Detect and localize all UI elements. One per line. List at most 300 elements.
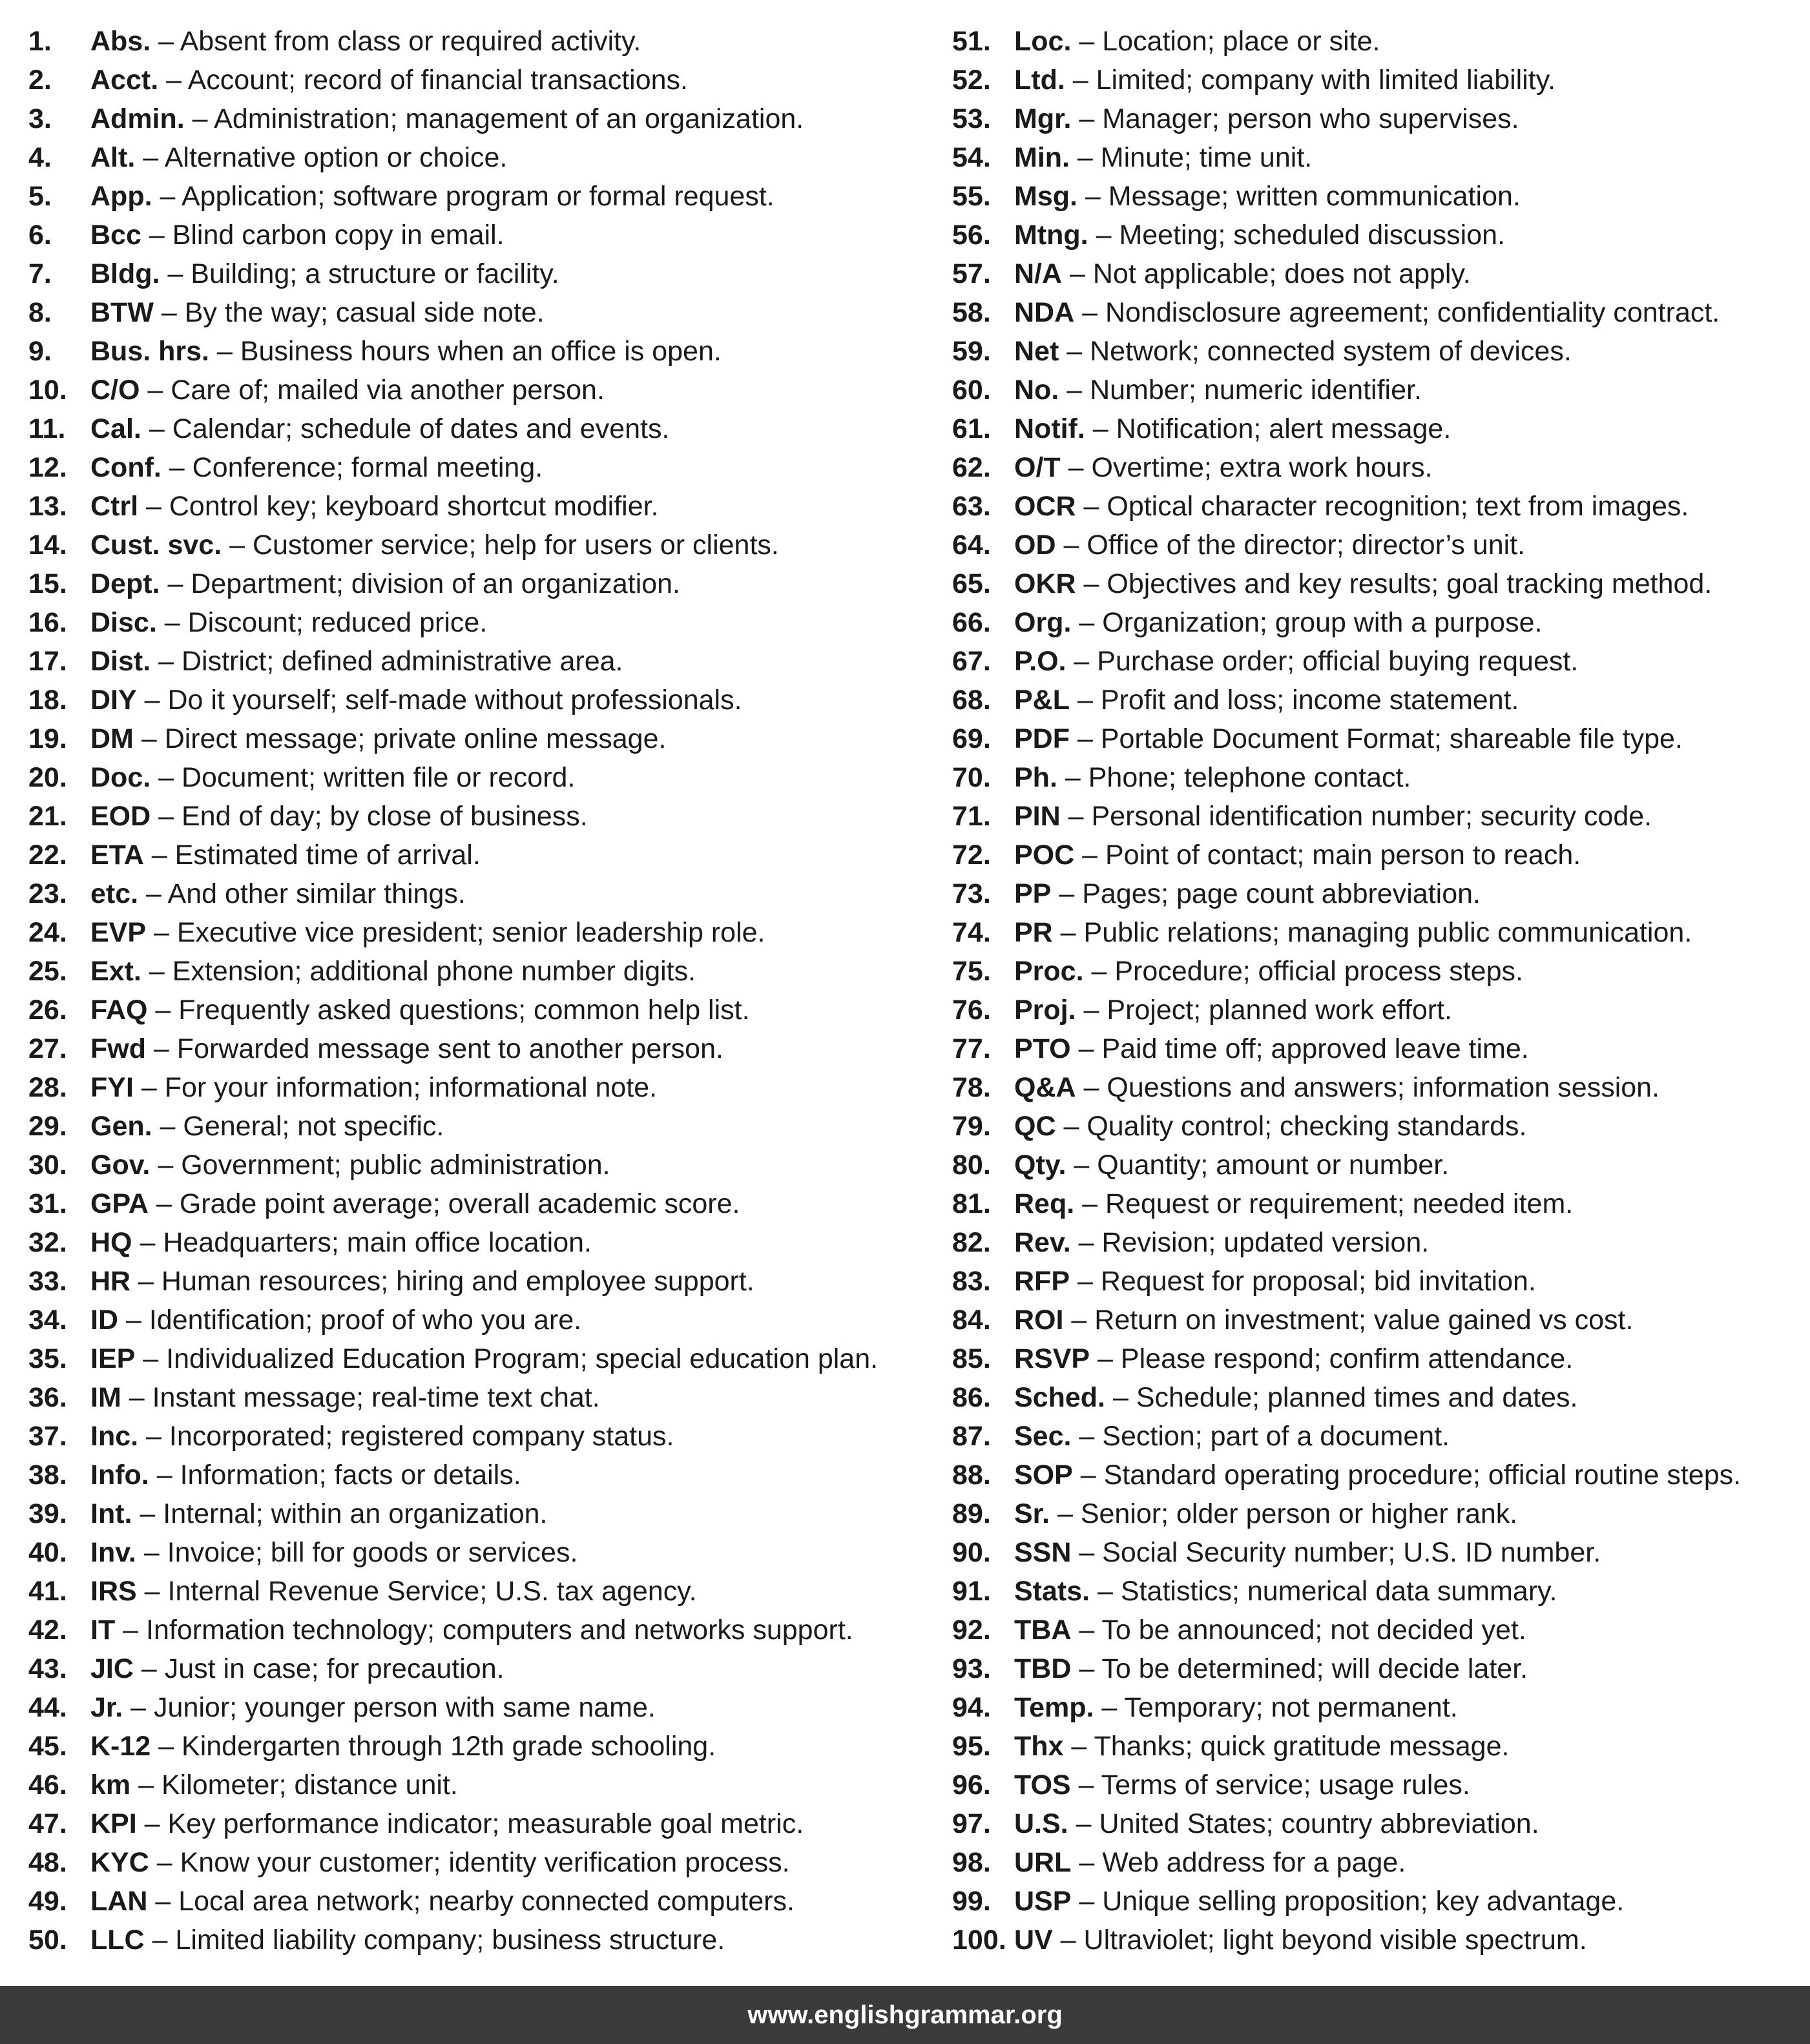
- item-number: 2.: [28, 65, 52, 96]
- dash-separator: –: [1060, 801, 1092, 832]
- abbreviation: Cust. svc.: [90, 530, 222, 561]
- definition: To be determined; will decide later.: [1101, 1653, 1528, 1684]
- abbreviation: No.: [1014, 375, 1059, 406]
- dash-separator: –: [147, 1886, 179, 1917]
- list-item: [952, 332, 1798, 371]
- dash-separator: –: [1050, 1498, 1081, 1529]
- item-number: 52.: [952, 65, 991, 96]
- dash-separator: –: [1070, 723, 1101, 754]
- dash-separator: –: [156, 607, 188, 638]
- item-number: 28.: [28, 1072, 67, 1103]
- definition: Conference; formal meeting.: [192, 452, 543, 483]
- definition: Purchase order; official buying request.: [1097, 646, 1579, 677]
- list-item: [28, 681, 933, 719]
- item-number: 50.: [28, 1925, 67, 1956]
- item-number: 22.: [28, 840, 67, 871]
- abbreviation: POC: [1014, 840, 1075, 871]
- dash-separator: –: [133, 1653, 165, 1684]
- list-item: [28, 526, 933, 564]
- definition: Personal identification number; security code.: [1091, 801, 1652, 832]
- definition: Standard operating procedure; official routine steps.: [1103, 1460, 1742, 1491]
- abbreviation: Notif.: [1014, 413, 1085, 444]
- abbreviation: Org.: [1014, 607, 1072, 638]
- dash-separator: –: [136, 1576, 168, 1607]
- item-number: 23.: [28, 878, 67, 909]
- definition: Key performance indicator; measurable goal metric.: [167, 1808, 804, 1839]
- list-item: [28, 1107, 933, 1146]
- list-item: [952, 1262, 1798, 1301]
- item-number: 1.: [28, 26, 52, 57]
- abbreviation: KPI: [90, 1808, 137, 1839]
- item-number: 26.: [28, 995, 67, 1026]
- definition: Identification; proof of who you are.: [149, 1305, 582, 1336]
- definition: Care of; mailed via another person.: [171, 375, 605, 406]
- definition: Procedure; official process steps.: [1114, 956, 1523, 987]
- abbreviation: Net: [1014, 336, 1059, 367]
- abbreviation: Stats.: [1014, 1576, 1090, 1607]
- definition: Temporary; not permanent.: [1124, 1692, 1458, 1723]
- abbreviation: OKR: [1014, 568, 1076, 599]
- abbreviation: Mgr.: [1014, 103, 1072, 134]
- item-number: 62.: [952, 452, 991, 483]
- dash-separator: –: [1071, 26, 1103, 57]
- dash-separator: –: [1062, 258, 1093, 289]
- dash-separator: –: [1052, 917, 1084, 948]
- dash-separator: –: [144, 1925, 176, 1956]
- definition: Paid time off; approved leave time.: [1101, 1033, 1529, 1064]
- item-number: 42.: [28, 1615, 67, 1646]
- item-number: 68.: [952, 685, 991, 716]
- item-number: 20.: [28, 762, 67, 793]
- right-column: [952, 22, 1798, 1959]
- dash-separator: –: [1071, 1537, 1103, 1568]
- abbreviation: P&L: [1014, 685, 1070, 716]
- list-item: [952, 1921, 1798, 1959]
- definition: Optical character recognition; text from images.: [1107, 491, 1689, 522]
- abbreviation: Alt.: [90, 142, 136, 173]
- dash-separator: –: [149, 1847, 180, 1878]
- dash-separator: –: [115, 1615, 147, 1646]
- abbreviation: TBA: [1014, 1615, 1072, 1646]
- abbreviation: OD: [1014, 530, 1056, 561]
- abbreviation: Rev.: [1014, 1227, 1071, 1258]
- abbreviation: IT: [90, 1615, 116, 1646]
- dash-separator: –: [1076, 1072, 1107, 1103]
- list-item: [952, 99, 1798, 138]
- item-number: 97.: [952, 1808, 991, 1839]
- list-item: [28, 409, 933, 448]
- abbreviation: P.O.: [1014, 646, 1066, 677]
- website-url[interactable]: www.englishgrammar.org: [747, 2001, 1063, 2029]
- dash-separator: –: [132, 1227, 163, 1258]
- list-item: [952, 564, 1798, 603]
- definition: Invoice; bill for goods or services.: [167, 1537, 578, 1568]
- dash-separator: –: [158, 65, 188, 96]
- dash-separator: –: [145, 1033, 177, 1064]
- item-number: 21.: [28, 801, 67, 832]
- abbreviation: OCR: [1014, 491, 1076, 522]
- abbreviation: RFP: [1014, 1266, 1070, 1297]
- definition: Know your customer; identity verification process.: [180, 1847, 790, 1878]
- list-item: [28, 1417, 933, 1456]
- item-number: 29.: [28, 1111, 67, 1142]
- list-item: [952, 177, 1798, 216]
- list-item: [28, 797, 933, 836]
- item-number: 91.: [952, 1576, 991, 1607]
- definition: Portable Document Format; shareable file type.: [1100, 723, 1683, 754]
- item-number: 10.: [28, 375, 67, 406]
- item-number: 70.: [952, 762, 991, 793]
- abbreviation: Ltd.: [1014, 65, 1065, 96]
- list-item: [952, 216, 1798, 254]
- definition: Point of contact; main person to reach.: [1105, 840, 1581, 871]
- dash-separator: –: [1057, 762, 1088, 793]
- list-item: [952, 603, 1798, 642]
- item-number: 86.: [952, 1382, 991, 1413]
- item-number: 39.: [28, 1498, 67, 1529]
- dash-separator: –: [136, 1808, 168, 1839]
- abbreviation: K-12: [90, 1731, 151, 1762]
- abbreviation: BTW: [90, 297, 154, 328]
- abbreviation: Info.: [90, 1460, 149, 1491]
- list-item: [952, 1339, 1798, 1378]
- list-item: [28, 177, 933, 216]
- dash-separator: –: [1074, 840, 1105, 871]
- footer-bar: [0, 1986, 1810, 2044]
- item-number: 80.: [952, 1150, 991, 1181]
- list-item: [28, 758, 933, 797]
- item-number: 43.: [28, 1653, 67, 1684]
- dash-separator: –: [151, 801, 182, 832]
- list-item: [28, 1494, 933, 1533]
- definition: Social Security number; U.S. ID number.: [1102, 1537, 1601, 1568]
- list-item: [952, 448, 1798, 487]
- list-item: [28, 332, 933, 371]
- dash-separator: –: [1068, 1808, 1099, 1839]
- list-item: [28, 1882, 933, 1921]
- list-item: [952, 1649, 1798, 1688]
- abbreviation: Qty.: [1014, 1150, 1066, 1181]
- list-item: [28, 1223, 933, 1262]
- item-number: 85.: [952, 1343, 991, 1374]
- definition: Discount; reduced price.: [187, 607, 488, 638]
- dash-separator: –: [1051, 878, 1083, 909]
- item-number: 89.: [952, 1498, 991, 1529]
- item-number: 40.: [28, 1537, 67, 1568]
- list-item: [952, 61, 1798, 99]
- dash-separator: –: [1088, 220, 1119, 251]
- item-number: 61.: [952, 413, 991, 444]
- item-number: 8.: [28, 297, 52, 328]
- list-item: [952, 1146, 1798, 1184]
- item-number: 72.: [952, 840, 991, 871]
- dash-separator: –: [140, 375, 171, 406]
- item-number: 13.: [28, 491, 67, 522]
- item-number: 94.: [952, 1692, 991, 1723]
- definition: Nondisclosure agreement; confidentiality contract.: [1105, 297, 1720, 328]
- dash-separator: –: [1090, 1343, 1121, 1374]
- abbreviation: C/O: [90, 375, 140, 406]
- dash-separator: –: [135, 1343, 167, 1374]
- list-item: [28, 874, 933, 913]
- abbreviation: IEP: [90, 1343, 136, 1374]
- abbreviation: Dept.: [90, 568, 160, 599]
- abbreviation: Mtng.: [1014, 220, 1088, 251]
- definition: Unique selling proposition; key advantage.: [1102, 1886, 1625, 1917]
- item-number: 66.: [952, 607, 991, 638]
- dash-separator: –: [1063, 1731, 1094, 1762]
- definition: Phone; telephone contact.: [1088, 762, 1411, 793]
- definition: Kindergarten through 12th grade schooling.: [182, 1731, 716, 1762]
- definition: Incorporated; registered company status.: [169, 1421, 674, 1452]
- definition: Schedule; planned times and dates.: [1136, 1382, 1578, 1413]
- abbreviation: FYI: [90, 1072, 134, 1103]
- list-item: [952, 1494, 1798, 1533]
- left-column: [28, 22, 933, 1959]
- list-item: [952, 1456, 1798, 1494]
- dash-separator: –: [1070, 1770, 1101, 1801]
- dash-separator: –: [1059, 336, 1090, 367]
- definition: Individualized Education Program; special education plan.: [166, 1343, 879, 1374]
- list-item: [952, 681, 1798, 719]
- item-number: 83.: [952, 1266, 991, 1297]
- abbreviation: PTO: [1014, 1033, 1071, 1064]
- definition: Ultraviolet; light beyond visible spectrum.: [1083, 1925, 1587, 1956]
- list-item: [28, 991, 933, 1029]
- definition: Information technology; computers and networks support.: [146, 1615, 853, 1646]
- definition: Notification; alert message.: [1116, 413, 1451, 444]
- dash-separator: –: [1071, 607, 1103, 638]
- item-number: 15.: [28, 568, 67, 599]
- list-item: [952, 913, 1798, 952]
- dash-separator: –: [1074, 1188, 1105, 1219]
- list-item: [952, 1029, 1798, 1068]
- list-item: [28, 603, 933, 642]
- dash-separator: –: [138, 491, 169, 522]
- abbreviation: SOP: [1014, 1460, 1073, 1491]
- abbreviation: Gov.: [90, 1150, 151, 1181]
- list-item: [952, 952, 1798, 991]
- dash-separator: –: [1070, 1266, 1101, 1297]
- abbreviation: Q&A: [1014, 1072, 1076, 1103]
- definition: Direct message; private online message.: [164, 723, 667, 754]
- dash-separator: –: [123, 1692, 154, 1723]
- item-number: 6.: [28, 220, 52, 251]
- list-item: [28, 952, 933, 991]
- abbreviation: Bcc: [90, 220, 141, 251]
- list-item: [952, 254, 1798, 293]
- abbreviation: Loc.: [1014, 26, 1072, 57]
- dash-separator: –: [1052, 1925, 1084, 1956]
- list-item: [952, 1184, 1798, 1223]
- dash-separator: –: [160, 258, 191, 289]
- list-item: [28, 719, 933, 758]
- definition: Network; connected system of devices.: [1090, 336, 1572, 367]
- item-number: 59.: [952, 336, 991, 367]
- dash-separator: –: [152, 181, 182, 212]
- dash-separator: –: [1105, 1382, 1136, 1413]
- list-item: [952, 1727, 1798, 1766]
- item-number: 16.: [28, 607, 67, 638]
- item-number: 33.: [28, 1266, 67, 1297]
- list-item: [28, 1262, 933, 1301]
- abbreviation: NDA: [1014, 297, 1075, 328]
- item-number: 45.: [28, 1731, 67, 1762]
- item-number: 92.: [952, 1615, 991, 1646]
- list-item: [952, 371, 1798, 409]
- abbreviation: Int.: [90, 1498, 132, 1529]
- dash-separator: –: [133, 1072, 165, 1103]
- dash-separator: –: [1059, 375, 1090, 406]
- dash-separator: –: [152, 1111, 183, 1142]
- item-number: 48.: [28, 1847, 67, 1878]
- dash-separator: –: [141, 220, 172, 251]
- dash-separator: –: [1076, 995, 1107, 1026]
- item-number: 25.: [28, 956, 67, 987]
- item-number: 73.: [952, 878, 991, 909]
- definition: Administration; management of an organization.: [214, 103, 804, 134]
- abbreviation: Jr.: [90, 1692, 123, 1723]
- abbreviation: Admin.: [90, 103, 185, 134]
- dash-separator: –: [1056, 1111, 1087, 1142]
- item-number: 17.: [28, 646, 67, 677]
- dash-separator: –: [1072, 1460, 1104, 1491]
- dash-separator: –: [1070, 1033, 1102, 1064]
- definition: District; defined administrative area.: [182, 646, 623, 677]
- item-number: 87.: [952, 1421, 991, 1452]
- definition: Limited; company with limited liability.: [1096, 65, 1555, 96]
- abbreviation: ID: [90, 1305, 118, 1336]
- list-item: [952, 836, 1798, 874]
- list-item: [28, 1843, 933, 1882]
- item-number: 51.: [952, 26, 991, 57]
- list-item: [952, 874, 1798, 913]
- abbreviation: Bus. hrs.: [90, 336, 209, 367]
- abbreviation: Ext.: [90, 956, 141, 987]
- list-item: [952, 1572, 1798, 1611]
- abbreviation: Abs.: [90, 26, 151, 57]
- list-item: [28, 487, 933, 526]
- dash-separator: –: [146, 917, 177, 948]
- definition: Project; planned work effort.: [1107, 995, 1452, 1026]
- definition: Executive vice president; senior leadership role.: [176, 917, 765, 948]
- list-item: [952, 1688, 1798, 1727]
- list-item: [28, 1766, 933, 1804]
- definition: Forwarded message sent to another person.: [176, 1033, 723, 1064]
- definition: Meeting; scheduled discussion.: [1119, 220, 1506, 251]
- dash-separator: –: [1071, 1615, 1102, 1646]
- abbreviation: Inc.: [90, 1421, 139, 1452]
- item-number: 64.: [952, 530, 991, 561]
- item-number: 35.: [28, 1343, 67, 1374]
- definition: Questions and answers; information session.: [1107, 1072, 1660, 1103]
- abbreviation: Inv.: [90, 1537, 136, 1568]
- abbreviation: SSN: [1014, 1537, 1072, 1568]
- definition: Statistics; numerical data summary.: [1120, 1576, 1557, 1607]
- list-item: [28, 216, 933, 254]
- abbreviation: Ph.: [1014, 762, 1057, 793]
- definition: Number; numeric identifier.: [1090, 375, 1422, 406]
- definition: Account; record of financial transactions.: [187, 65, 688, 96]
- item-number: 7.: [28, 258, 52, 289]
- definition: Customer service; help for users or clients.: [252, 530, 779, 561]
- abbreviation: Proj.: [1014, 995, 1076, 1026]
- item-number: 63.: [952, 491, 991, 522]
- definition: To be announced; not decided yet.: [1101, 1615, 1526, 1646]
- dash-separator: –: [143, 840, 175, 871]
- definition: Application; software program or formal request.: [181, 181, 775, 212]
- definition: Quantity; amount or number.: [1097, 1150, 1450, 1181]
- item-number: 54.: [952, 142, 991, 173]
- definition: General; not specific.: [183, 1111, 444, 1142]
- dash-separator: –: [118, 1305, 149, 1336]
- item-number: 9.: [28, 336, 52, 367]
- item-number: 96.: [952, 1770, 991, 1801]
- item-number: 93.: [952, 1653, 991, 1684]
- definition: Department; division of an organization.: [191, 568, 681, 599]
- abbreviation: EVP: [90, 917, 147, 948]
- dash-separator: –: [151, 762, 182, 793]
- abbreviation: App.: [90, 181, 152, 212]
- list-item: [28, 1146, 933, 1184]
- dash-separator: –: [133, 723, 165, 754]
- list-item: [28, 254, 933, 293]
- item-number: 5.: [28, 181, 52, 212]
- list-item: [28, 1456, 933, 1494]
- item-number: 74.: [952, 917, 991, 948]
- definition: Thanks; quick gratitude message.: [1094, 1731, 1510, 1762]
- dash-separator: –: [1076, 568, 1107, 599]
- abbreviation: Ctrl: [90, 491, 139, 522]
- definition: Senior; older person or higher rank.: [1080, 1498, 1518, 1529]
- item-number: 77.: [952, 1033, 991, 1064]
- item-number: 24.: [28, 917, 67, 948]
- item-number: 38.: [28, 1460, 67, 1491]
- item-number: 12.: [28, 452, 67, 483]
- abbreviation: O/T: [1014, 452, 1061, 483]
- dash-separator: –: [1056, 530, 1087, 561]
- item-number: 56.: [952, 220, 991, 251]
- definition: Absent from class or required activity.: [180, 26, 641, 57]
- abbreviation: Sr.: [1014, 1498, 1050, 1529]
- abbreviation: Sched.: [1014, 1382, 1105, 1413]
- abbreviation: EOD: [90, 801, 151, 832]
- abbreviation: Disc.: [90, 607, 157, 638]
- definition: By the way; casual side note.: [184, 297, 545, 328]
- list-item: [28, 1339, 933, 1378]
- item-number: 47.: [28, 1808, 67, 1839]
- item-number: 27.: [28, 1033, 67, 1064]
- definition: Human resources; hiring and employee support.: [161, 1266, 754, 1297]
- list-item: [28, 1649, 933, 1688]
- dash-separator: –: [1077, 181, 1108, 212]
- definition: Return on investment; value gained vs cost.: [1094, 1305, 1634, 1336]
- abbreviation: km: [90, 1770, 131, 1801]
- list-item: [952, 1223, 1798, 1262]
- definition: Limited liability company; business structure.: [175, 1925, 725, 1956]
- list-item: [28, 1921, 933, 1959]
- abbreviation: IM: [90, 1382, 121, 1413]
- list-item: [28, 1804, 933, 1843]
- list-item: [28, 99, 933, 138]
- item-number: 34.: [28, 1305, 67, 1336]
- list-item: [28, 1068, 933, 1107]
- dash-separator: –: [1083, 956, 1115, 987]
- list-item: [28, 1533, 933, 1572]
- list-item: [28, 138, 933, 177]
- abbreviation: U.S.: [1014, 1808, 1068, 1839]
- abbreviation: TBD: [1014, 1653, 1072, 1684]
